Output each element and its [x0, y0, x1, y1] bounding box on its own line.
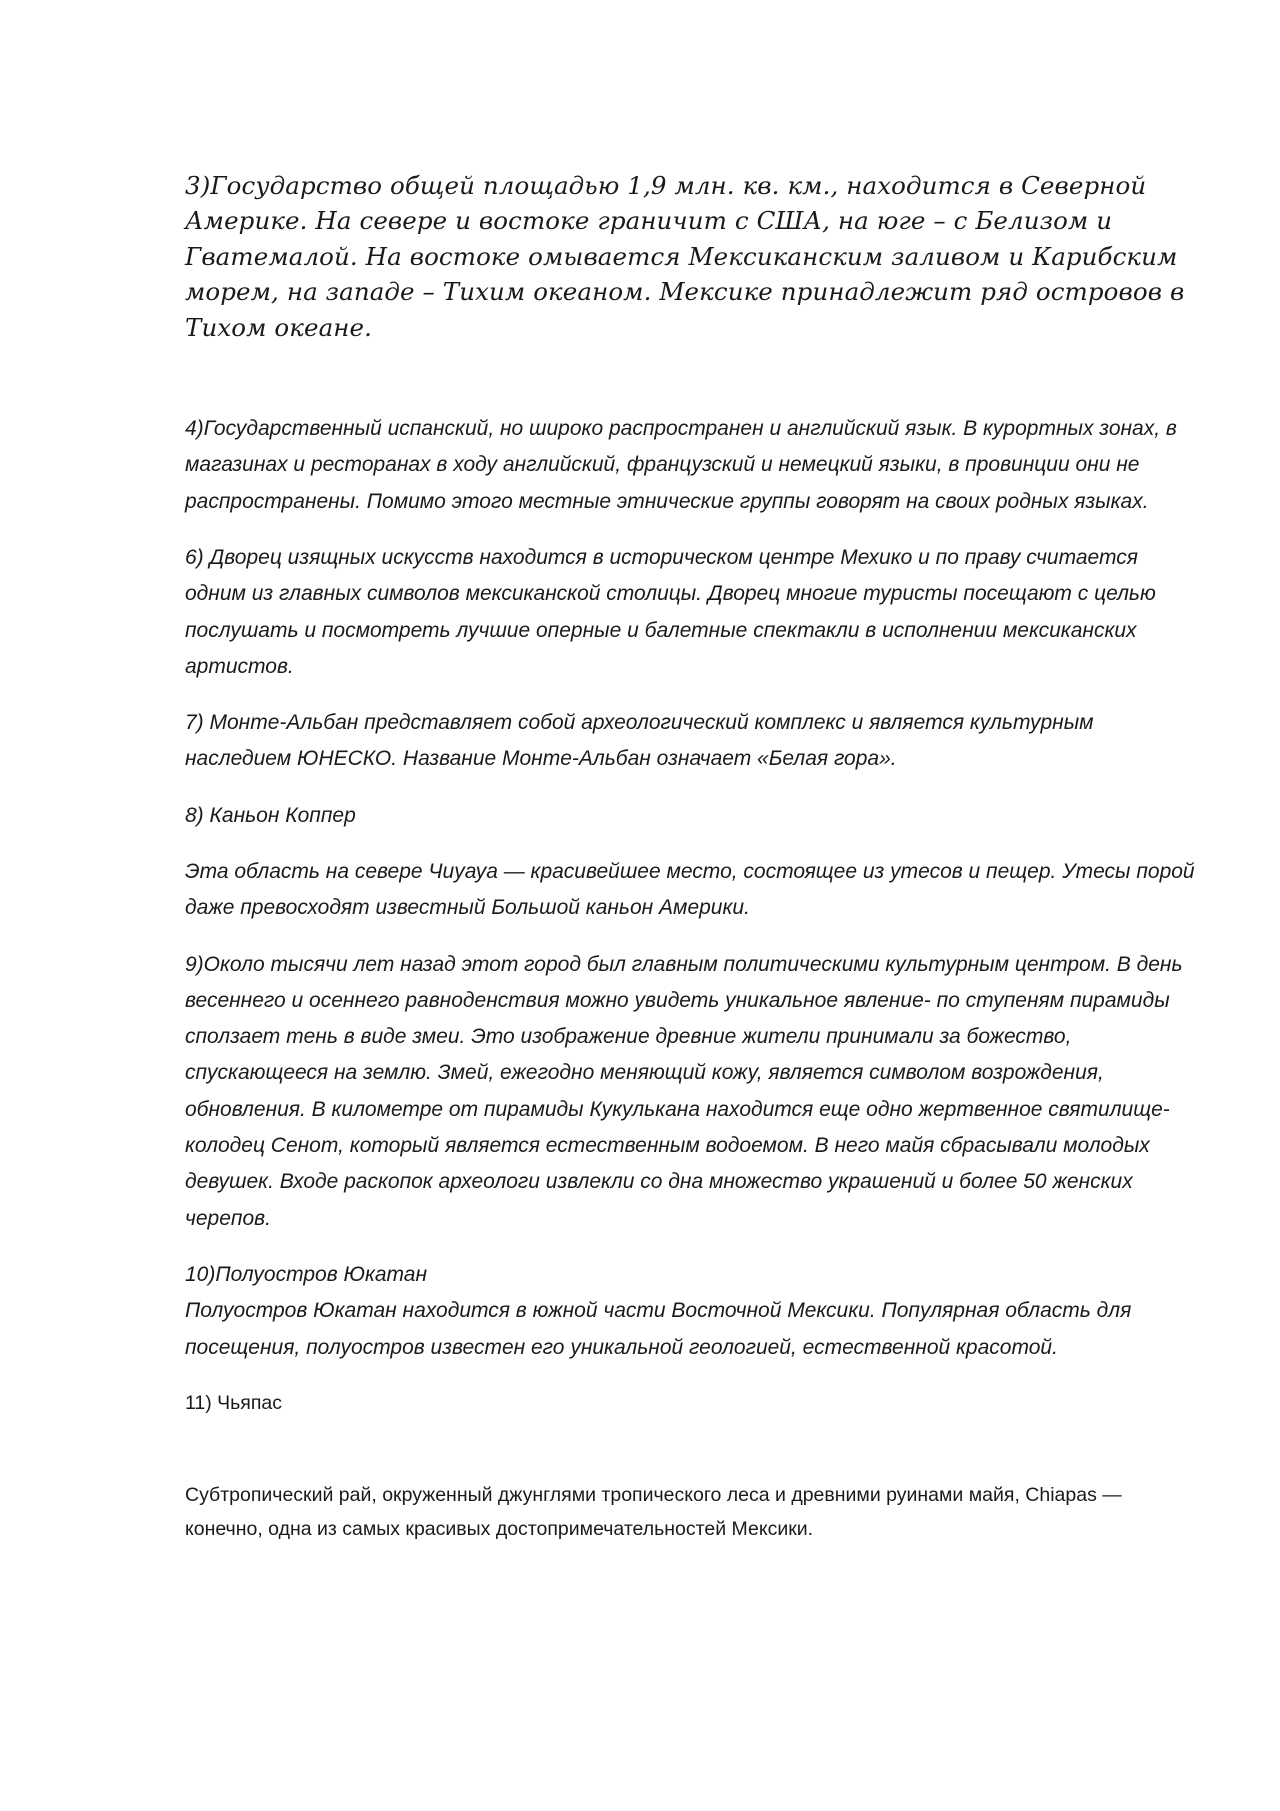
- paragraph-8-body-copper-canyon: Эта область на севере Чиуауа — красивейшее место, состоящее из утесов и пещер. Утесы порой даже превосходят известный Большой каньон Америки.: [185, 860, 1195, 920]
- paragraph-9-pyramid: 9)Около тысячи лет назад этот город был главным политическими культурным центром. В день весеннего и осеннего равноденствия можно увидеть уникальное явление- по ступеням пирамиды сползает тень в виде змеи. Это изображение древние жители принимали за божество, спускающееся на землю. Змей, ежегодно меняющий кожу, является символом возрождения, обновления. В километре от пирамиды Кукулькана находится еще одно жертвенное святилище- колодец Сенот, который является естественным водоемом. В него майя сбрасывали молодых девушек. Входе раскопок археологи извлекли со дна множество украшений и более 50 женских черепов.: [185, 952, 1183, 1230]
- paragraph-11-body-chiapas: Субтропический рай, окруженный джунглями тропического леса и древними руинами майя, Chiapas — конечно, одна из самых красивых достопримечательностей Мексики.: [185, 1483, 1122, 1540]
- paragraph-10-body-yucatan: Полуостров Юкатан находится в южной части Восточной Мексики. Популярная область для посещения, полуостров известен его уникальной геологией, естественной красотой.: [185, 1299, 1132, 1359]
- paragraph-8-title-copper-canyon: 8) Каньон Коппер: [185, 803, 356, 827]
- paragraph-11-title-chiapas: 11) Чьяпас: [185, 1391, 283, 1414]
- paragraph-3-state-geography: 3)Государство общей площадью 1,9 млн. кв. км., находится в Северной Америке. На севере и востоке граничит с США, на юге – с Белизом и Гватемалой. На востоке омывается Мексиканским заливом и Карибским морем, на западе – Тихим океаном. Мексике принадлежит ряд островов в Тихом океане.: [185, 171, 1185, 342]
- paragraph-6-palace-of-fine-arts: 6) Дворец изящных искусств находится в историческом центре Мехико и по праву считается одним из главных символов мексиканской столицы. Дворец многие туристы посещают с целью послушать и посмотреть лучшие оперные и балетные спектакли в исполнении мексиканских артистов.: [185, 545, 1156, 678]
- paragraph-4-language: 4)Государственный испанский, но широко распространен и английский язык. В курортных зонах, в магазинах и ресторанах в ходу английский, французский и немецкий языки, в провинции они не распространены. Помимо этого местные этнические группы говорят на своих родных языках.: [185, 417, 1177, 513]
- document-page: [185, 168, 1195, 1566]
- paragraph-7-monte-alban: 7) Монте-Альбан представляет собой археологический комплекс и является культурным наследием ЮНЕСКО. Название Монте-Альбан означает «Белая гора».: [185, 711, 1094, 771]
- paragraph-10-title-yucatan: 10)Полуостров Юкатан: [185, 1262, 428, 1286]
